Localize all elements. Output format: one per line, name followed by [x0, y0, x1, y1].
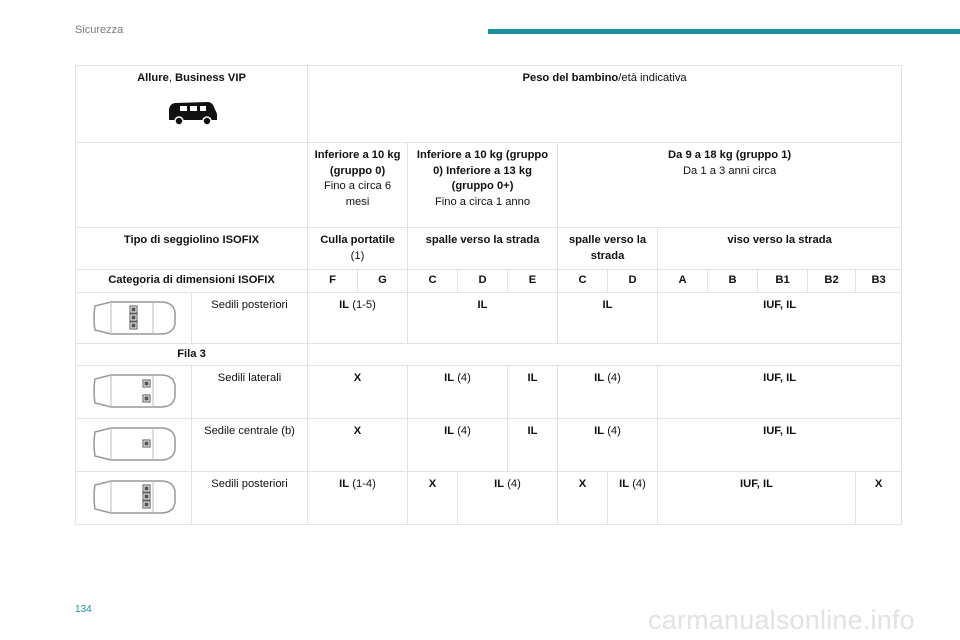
group-1-cell — [558, 143, 902, 228]
cell-rear-3: IL (4) — [558, 419, 658, 472]
cell-forward: IUF, IL — [658, 366, 902, 419]
seat-type-cot-note: (1) — [350, 249, 365, 262]
cell-rear-3: X — [558, 472, 608, 525]
page-number: 134 — [75, 604, 92, 615]
cell-rear-1: X — [408, 472, 458, 525]
cell-rear-2: IL — [508, 366, 558, 419]
seat-type-cot-cell — [308, 228, 408, 270]
cell-forward: IUF, IL — [658, 472, 856, 525]
cell-rear-3: IL (4) — [558, 366, 658, 419]
cell-cot: X — [308, 419, 408, 472]
version-name-2: Business VIP — [175, 72, 246, 84]
group-0-cot: Inferiore a 10 kg (gruppo 0) — [314, 149, 401, 177]
center-seat-diagram-icon — [89, 424, 179, 464]
cell-forward-b3: X — [856, 472, 902, 525]
group-1-note: Da 1 a 3 anni circa — [682, 164, 777, 177]
cell-rear-2: IL — [558, 292, 658, 343]
table-row — [76, 472, 902, 525]
cell-rear-2: IL (4) — [458, 472, 558, 525]
size-class-label: Categoria di dimensioni ISOFIX — [76, 270, 308, 293]
cell-rear-1: IL (4) — [408, 366, 508, 419]
side-seats-diagram-icon — [89, 371, 179, 411]
seat-type-label: Tipo di seggiolino ISOFIX — [76, 228, 308, 270]
size-class-b3: B3 — [856, 270, 902, 293]
weight-header-cell — [308, 66, 902, 143]
cell-forward: IUF, IL — [658, 419, 902, 472]
row-3-label: Fila 3 — [76, 343, 308, 366]
row-3-header — [76, 343, 902, 366]
seat-type-cot: Culla portatile — [320, 234, 395, 246]
empty-cell — [76, 143, 308, 228]
size-class-b2: B2 — [808, 270, 856, 293]
size-class-f: F — [308, 270, 358, 293]
size-class-e: E — [508, 270, 558, 293]
seat-type-forward-facing: viso verso la strada — [658, 228, 902, 270]
table-row — [76, 419, 902, 472]
seat-map-rear-row-3 — [76, 472, 192, 525]
row-label: Sedili posteriori — [192, 292, 308, 343]
seat-map-side — [76, 366, 192, 419]
size-class-g: G — [358, 270, 408, 293]
cell-rear-4: IL (4) — [608, 472, 658, 525]
row-label: Sedili posteriori — [192, 472, 308, 525]
group-0-plus-cell — [408, 143, 558, 228]
group-1: Da 9 a 18 kg (gruppo 1) — [668, 149, 792, 161]
cell-cot: IL (1-5) — [308, 292, 408, 343]
version-separator: , — [168, 72, 176, 84]
cell-cot: X — [308, 366, 408, 419]
size-class-a: A — [658, 270, 708, 293]
size-class-b1: B1 — [758, 270, 808, 293]
header-row-version — [76, 66, 902, 143]
rear-row-3-diagram-icon — [89, 477, 179, 517]
group-0-cot-note: Fino a circa 6 mesi — [323, 180, 392, 208]
seat-map-center — [76, 419, 192, 472]
empty-cell — [308, 343, 902, 366]
size-class-row — [76, 270, 902, 293]
size-class-d: D — [458, 270, 508, 293]
group-0-cot-cell — [308, 143, 408, 228]
seat-type-row — [76, 228, 902, 270]
weight-header-bold: Peso del bambino — [522, 72, 619, 84]
seat-type-rear-facing-1: spalle verso la strada — [408, 228, 558, 270]
version-name-1: Allure — [137, 72, 169, 84]
size-class-d-2: D — [608, 270, 658, 293]
seat-type-rear-facing-2: spalle verso la strada — [558, 228, 658, 270]
minivan-icon — [166, 99, 218, 127]
rear-seats-diagram-icon — [89, 298, 179, 338]
seat-map-rear-row-2 — [76, 292, 192, 343]
cell-rear-2: IL — [508, 419, 558, 472]
size-class-c: C — [408, 270, 458, 293]
size-class-b: B — [708, 270, 758, 293]
row-label: Sedili laterali — [192, 366, 308, 419]
cell-rear-1: IL (4) — [408, 419, 508, 472]
header-accent-bar — [488, 29, 960, 34]
table-row — [76, 366, 902, 419]
group-0-plus: Inferiore a 10 kg (gruppo 0) Inferiore a 13 kg (gruppo 0+) — [416, 149, 549, 192]
header-row-groups — [76, 143, 902, 228]
version-cell — [76, 66, 308, 143]
cell-cot: IL (1-4) — [308, 472, 408, 525]
table-row — [76, 292, 902, 343]
weight-header-rest: /età indicativa — [618, 72, 687, 84]
cell-rear-1: IL — [408, 292, 558, 343]
row-label: Sedile centrale (b) — [192, 419, 308, 472]
section-title: Sicurezza — [75, 24, 124, 36]
isofix-table — [75, 65, 902, 525]
size-class-c-2: C — [558, 270, 608, 293]
watermark: carmanualsonline.info — [648, 605, 915, 635]
group-0-plus-note: Fino a circa 1 anno — [434, 195, 531, 208]
cell-forward: IUF, IL — [658, 292, 902, 343]
